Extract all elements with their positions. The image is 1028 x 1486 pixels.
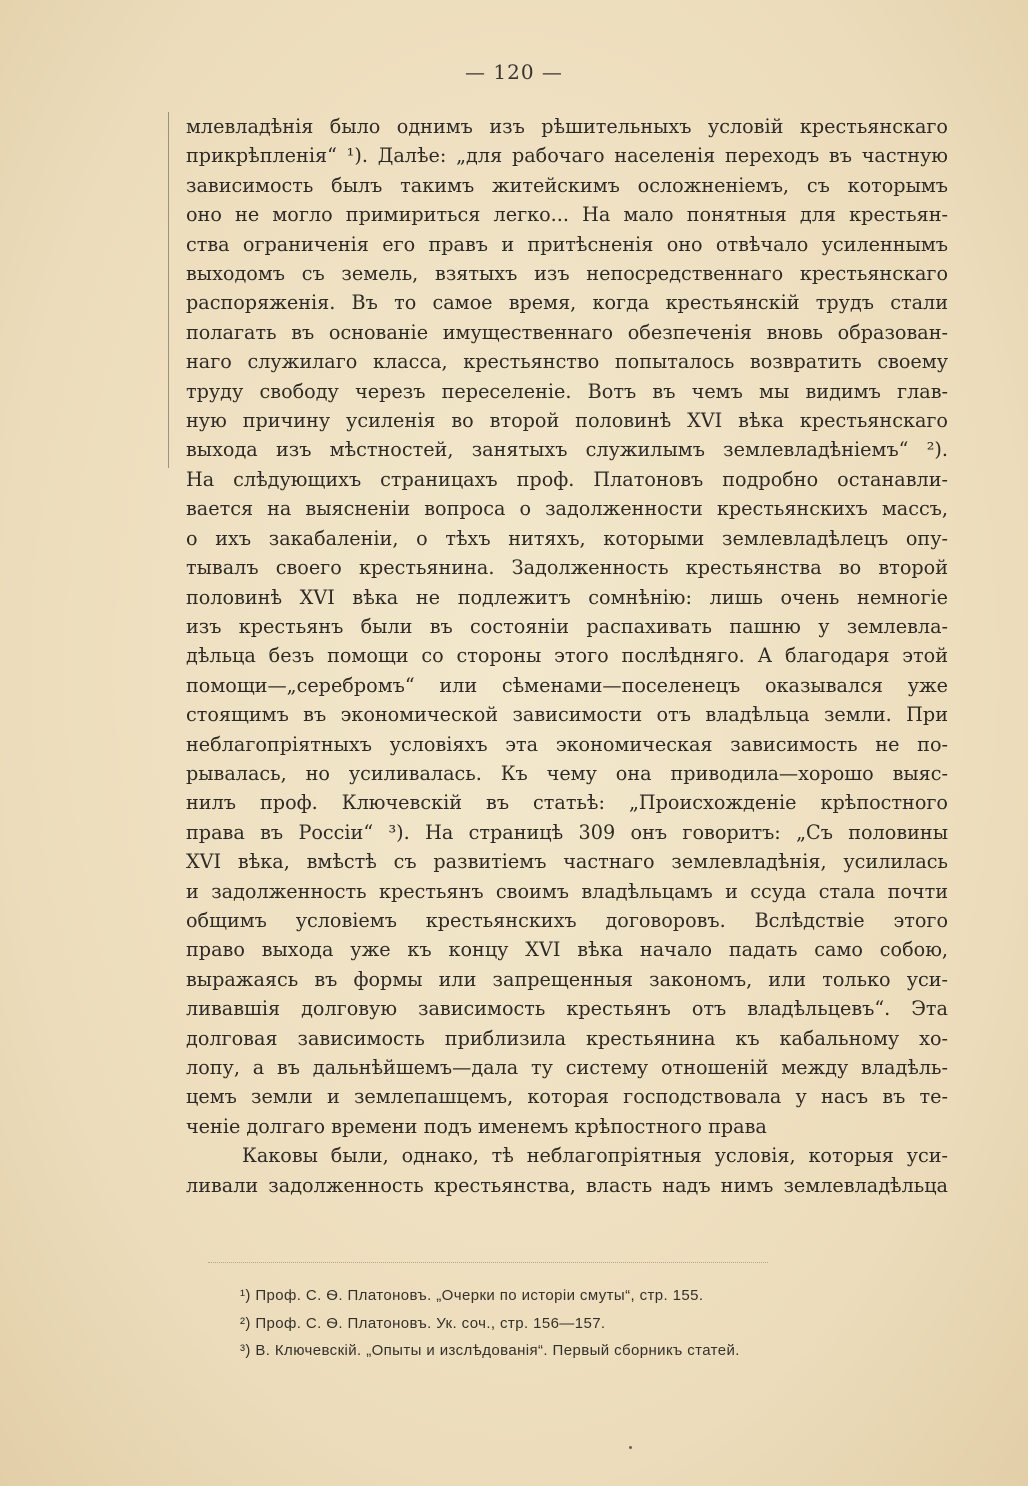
page-speck <box>629 1446 632 1449</box>
body-line: ную причину усиленія во второй половинѣ XVI вѣка крестьянскаго <box>186 409 948 433</box>
footnote-mark: ³) <box>240 1342 251 1359</box>
body-line: дѣльца безъ помощи со стороны этого послѣдняго. А благодаря этой <box>186 644 948 668</box>
body-line: неблагопріятныхъ условіяхъ эта экономическая зависимость не по- <box>186 732 948 756</box>
footnote-2 <box>240 1310 940 1338</box>
footnote-text: Проф. С. Ѳ. Платоновъ. „Очерки по исторіи смуты“, стр. 155. <box>255 1287 704 1304</box>
body-text <box>186 112 948 1200</box>
body-line: XVI вѣка, вмѣстѣ съ развитіемъ частнаго землевладѣнія, усилилась <box>186 850 948 874</box>
body-line: помощи—„серебромъ“ или сѣменами—поселенецъ оказывался уже <box>186 673 948 697</box>
body-line: прикрѣпленія“ ¹). Далѣе: „для рабочаго населенія переходъ въ частную <box>186 144 948 168</box>
body-line: выражаясь въ формы или запрещенныя закономъ, или только уси- <box>186 967 948 991</box>
body-line: распоряженія. Въ то самое время, когда крестьянскій трудъ стали <box>186 291 948 315</box>
body-line: выхода изъ мѣстностей, занятыхъ служилымъ землевладѣніемъ“ ²). <box>186 438 948 462</box>
body-line: млевладѣнія было однимъ изъ рѣшительныхъ условій крестьянскаго <box>186 115 948 138</box>
body-line: права въ Россіи“ ³). На страницѣ 309 онъ говоритъ: „Съ половины <box>186 820 948 844</box>
body-line: о ихъ закабаленіи, о тѣхъ нитяхъ, которыми землевладѣлецъ опу- <box>186 526 948 550</box>
body-line: стоящимъ въ экономической зависимости отъ владѣльца земли. При <box>186 703 948 727</box>
body-line: На слѣдующихъ страницахъ проф. Платоновъ подробно останавли- <box>186 467 948 491</box>
body-line: ливали задолженность крестьянства, власть надъ нимъ землевладѣльца <box>186 1173 948 1197</box>
margin-pencil-mark <box>168 112 183 468</box>
body-line: оно не могло примириться легко... На мало понятныя для крестьян- <box>186 203 948 227</box>
footnote-mark: ¹) <box>240 1287 251 1304</box>
body-line: изъ крестьянъ были въ состояніи распахивать пашню у землевла- <box>186 614 948 638</box>
body-line: ченіе долгаго времени подъ именемъ крѣпостного права <box>186 1114 767 1138</box>
body-line: цемъ земли и землепашцемъ, которая господствовала у насъ въ те- <box>186 1085 948 1109</box>
footnote-divider <box>208 1262 768 1263</box>
body-line: и задолженность крестьянъ своимъ владѣльцамъ и ссуда стала почти <box>186 879 948 903</box>
footnote-mark: ²) <box>240 1314 251 1332</box>
footnote-1 <box>240 1282 940 1310</box>
footnote-text: В. Ключевскій. „Опыты и изслѣдованія“. Первый сборникъ статей. <box>255 1342 740 1359</box>
body-line: выходомъ съ земель, взятыхъ изъ непосредственнаго крестьянскаго <box>186 262 948 286</box>
footnote-3 <box>240 1337 940 1365</box>
body-line: зависимость былъ такимъ житейскимъ осложненіемъ, съ которымъ <box>186 173 948 197</box>
body-line: труду свободу черезъ переселеніе. Вотъ въ чемъ мы видимъ глав- <box>186 379 948 403</box>
body-line: общимъ условіемъ крестьянскихъ договоровъ. Вслѣдствіе этого <box>186 908 948 932</box>
body-line: долговая зависимость приблизила крестьянина къ кабальному хо- <box>186 1026 948 1050</box>
body-line: ства ограниченія его правъ и притѣсненія оно отвѣчало усиленнымъ <box>186 232 948 256</box>
body-line: право выхода уже къ концу XVI вѣка начало падать само собою, <box>186 938 948 962</box>
body-line: полагать въ основаніе имущественнаго обезпеченія вновь образован- <box>186 320 948 344</box>
footnote-text: Проф. С. Ѳ. Платоновъ. Ук. соч., стр. 156—157. <box>255 1314 606 1332</box>
body-line: половинѣ XVI вѣка не подлежитъ сомнѣнію: лишь очень немногіе <box>186 585 948 609</box>
page-number: — 120 — <box>465 60 563 84</box>
body-line: вается на выясненіи вопроса о задолженности крестьянскихъ массъ, <box>186 497 948 521</box>
body-line: ливавшія долговую зависимость крестьянъ отъ владѣльцевъ“. Эта <box>186 997 948 1021</box>
body-line: тывалъ своего крестьянина. Задолженность крестьянства во второй <box>186 556 948 580</box>
body-line: лопу, а въ дальнѣйшемъ—дала ту систему отношеній между владѣль- <box>186 1056 948 1079</box>
body-line: наго служилаго класса, крестьянство попыталось возвратить своему <box>186 350 948 374</box>
body-line: рывалась, но усиливалась. Къ чему она приводила—хорошо выяс- <box>186 761 948 785</box>
body-line: Каковы были, однако, тѣ неблагопріятныя условія, которыя уси- <box>242 1144 948 1168</box>
footnotes <box>240 1282 940 1365</box>
body-line: нилъ проф. Ключевскій въ статьѣ: „Происхожденіе крѣпостного <box>186 791 948 815</box>
